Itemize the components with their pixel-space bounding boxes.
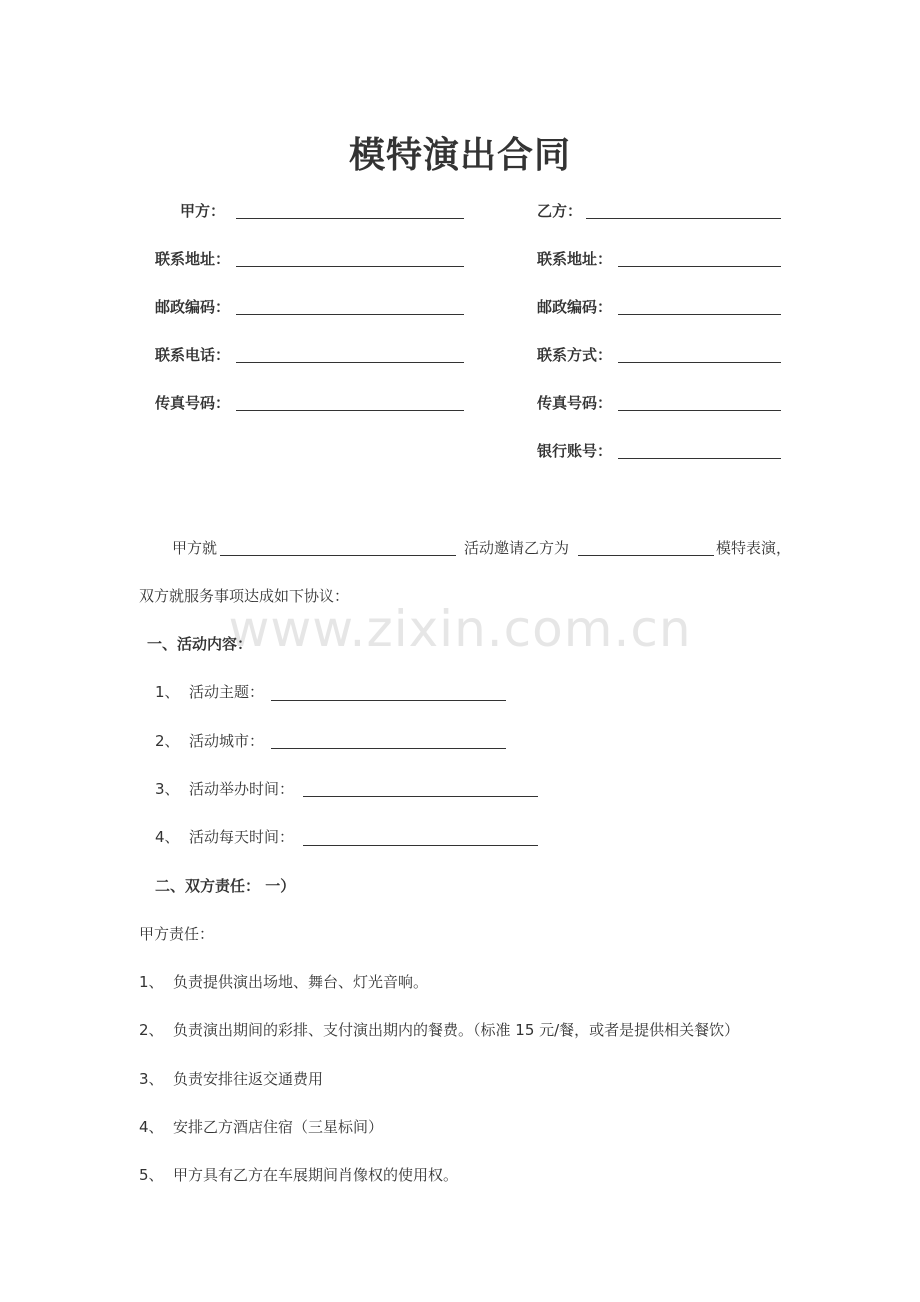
activity-theme-field[interactable] bbox=[271, 700, 506, 701]
section1-item-num: 3、 bbox=[155, 780, 180, 798]
party-a-phone-label: 联系电话： bbox=[155, 346, 231, 364]
intro-model-field[interactable] bbox=[578, 555, 714, 556]
party-b-contact-label: 联系方式： bbox=[537, 346, 613, 364]
party-b-fax-label: 传真号码： bbox=[537, 394, 613, 412]
party-a-postcode-field[interactable] bbox=[236, 314, 464, 315]
party-b-address-field[interactable] bbox=[618, 266, 781, 267]
party-a-fax-label: 传真号码： bbox=[155, 394, 231, 412]
party-a-address-label: 联系地址： bbox=[155, 250, 231, 268]
party-b-postcode-label: 邮政编码： bbox=[537, 298, 613, 316]
section1-item-num: 4、 bbox=[155, 828, 180, 846]
duty-item-num: 3、 bbox=[139, 1070, 164, 1088]
duty-item-num: 2、 bbox=[139, 1021, 164, 1039]
duty-item-text: 负责提供演出场地、舞台、灯光音响。 bbox=[173, 973, 429, 991]
section2-heading: 二、双方责任： 一） bbox=[155, 877, 296, 895]
watermark: www.zixin.com.cn bbox=[228, 600, 692, 658]
party-b-label: 乙方： bbox=[537, 202, 583, 220]
intro-activity-field[interactable] bbox=[220, 555, 456, 556]
section1-item-label: 活动主题： bbox=[189, 683, 265, 701]
section1-item-label: 活动城市： bbox=[189, 732, 265, 750]
duty-item-num: 1、 bbox=[139, 973, 164, 991]
intro-text-line2: 双方就服务事项达成如下协议： bbox=[139, 587, 350, 605]
party-a-phone-field[interactable] bbox=[236, 362, 464, 363]
party-b-address-label: 联系地址： bbox=[537, 250, 613, 268]
section1-item-num: 1、 bbox=[155, 683, 180, 701]
party-a-duties-heading: 甲方责任： bbox=[139, 925, 215, 943]
section1-item-num: 2、 bbox=[155, 732, 180, 750]
party-b-contact-field[interactable] bbox=[618, 362, 781, 363]
party-a-label: 甲方： bbox=[180, 202, 226, 220]
party-a-fax-field[interactable] bbox=[236, 410, 464, 411]
intro-text-part2: 活动邀请乙方为 bbox=[464, 539, 570, 557]
duty-item-text: 甲方具有乙方在车展期间肖像权的使用权。 bbox=[173, 1166, 459, 1184]
activity-city-field[interactable] bbox=[271, 748, 506, 749]
party-a-address-field[interactable] bbox=[236, 266, 464, 267]
duty-item-num: 4、 bbox=[139, 1118, 164, 1136]
intro-text-part1: 甲方就 bbox=[172, 539, 218, 557]
party-b-bank-label: 银行账号： bbox=[537, 442, 613, 460]
party-b-postcode-field[interactable] bbox=[618, 314, 781, 315]
section1-heading: 一、活动内容： bbox=[147, 635, 253, 653]
duty-item-text: 负责安排往返交通费用 bbox=[173, 1070, 324, 1088]
duty-item-text: 负责演出期间的彩排、支付演出期内的餐费。（标准 15 元/餐，或者是提供相关餐饮） bbox=[173, 1021, 740, 1039]
duty-item-text: 安排乙方酒店住宿（三星标间） bbox=[173, 1118, 384, 1136]
duty-item-num: 5、 bbox=[139, 1166, 164, 1184]
intro-text-part3: 模特表演， bbox=[716, 539, 792, 557]
party-a-postcode-label: 邮政编码： bbox=[155, 298, 231, 316]
party-b-field[interactable] bbox=[586, 218, 781, 219]
document-title: 模特演出合同 bbox=[348, 135, 571, 176]
party-b-fax-field[interactable] bbox=[618, 410, 781, 411]
activity-date-field[interactable] bbox=[303, 796, 538, 797]
section1-item-label: 活动举办时间： bbox=[189, 780, 295, 798]
party-b-bank-field[interactable] bbox=[618, 458, 781, 459]
activity-daily-time-field[interactable] bbox=[303, 845, 538, 846]
party-a-field[interactable] bbox=[236, 218, 464, 219]
section1-item-label: 活动每天时间： bbox=[189, 828, 295, 846]
